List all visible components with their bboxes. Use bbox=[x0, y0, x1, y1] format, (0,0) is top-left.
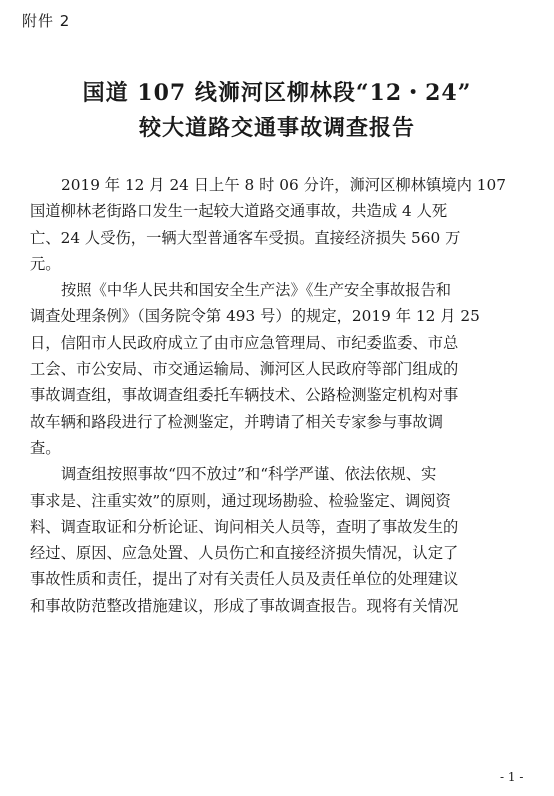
title-line-2: 较大道路交通事故调查报告 bbox=[138, 115, 415, 141]
title-line-1: 国道 107 线浉河区柳林段“12・24” bbox=[82, 80, 472, 106]
paragraph-1-line bbox=[30, 225, 540, 251]
paragraph-3-line bbox=[30, 461, 540, 487]
line-text: 元。 bbox=[30, 254, 61, 273]
paragraph-2-line bbox=[30, 382, 540, 408]
paragraph-2-line bbox=[30, 303, 540, 329]
paragraph-3-line bbox=[30, 593, 540, 619]
line-text: 查。 bbox=[30, 438, 61, 457]
line-text: 按照《中华人民共和国安全生产法》《生产安全事故报告和 bbox=[61, 281, 452, 300]
paragraph-1-line bbox=[30, 198, 540, 224]
page-number: - 1 - bbox=[500, 770, 524, 784]
paragraph-1-line bbox=[30, 172, 540, 198]
line-text: 料、调查取证和分析论证、询问相关人员等，查明了事故发生的 bbox=[30, 517, 459, 536]
line-text: 事故性质和责任，提出了对有关责任人员及责任单位的处理建议 bbox=[30, 570, 459, 589]
paragraph-3-line bbox=[30, 514, 540, 540]
line-text: 国道柳林老街路口发生一起较大道路交通事故，共造成 4 人死 bbox=[30, 202, 448, 221]
line-text: 和事故防范整改措施建议，形成了事故调查报告。现将有关情况 bbox=[30, 596, 459, 615]
paragraph-3-line bbox=[30, 540, 540, 566]
line-text: 日，信阳市人民政府成立了由市应急管理局、市纪委监委、市总 bbox=[30, 333, 459, 352]
line-text: 调查处理条例》（国务院令第 493 号）的规定，2019 年 12 月 25 bbox=[30, 307, 480, 326]
body-text bbox=[30, 172, 540, 619]
paragraph-2-line bbox=[30, 277, 540, 303]
paragraph-2-line bbox=[30, 356, 540, 382]
line-text: 事求是、注重实效”的原则，通过现场勘验、检验鉴定、调阅资 bbox=[30, 491, 451, 510]
paragraph-3-line bbox=[30, 488, 540, 514]
line-text: 经过、原因、应急处置、人员伤亡和直接经济损失情况，认定了 bbox=[30, 544, 459, 563]
paragraph-2-line bbox=[30, 330, 540, 356]
attachment-label: 附件 2 bbox=[22, 12, 71, 30]
paragraph-1-line bbox=[30, 251, 540, 277]
line-text: 故车辆和路段进行了检测鉴定，并聘请了相关专家参与事故调 bbox=[30, 412, 444, 431]
line-text: 事故调查组，事故调查组委托车辆技术、公路检测鉴定机构对事 bbox=[30, 386, 459, 405]
paragraph-2-line bbox=[30, 409, 540, 435]
line-text: 亡、24 人受伤，一辆大型普通客车受损。直接经济损失 560 万 bbox=[30, 228, 461, 247]
line-text: 工会、市公安局、市交通运输局、浉河区人民政府等部门组成的 bbox=[30, 360, 459, 379]
line-text: 2019 年 12 月 24 日上午 8 时 06 分许，浉河区柳林镇境内 107 bbox=[61, 176, 506, 194]
paragraph-3-line bbox=[30, 566, 540, 592]
line-text: 调查组按照事故“四不放过”和“科学严谨、依法依规、实 bbox=[61, 465, 437, 484]
paragraph-2-line bbox=[30, 435, 540, 461]
